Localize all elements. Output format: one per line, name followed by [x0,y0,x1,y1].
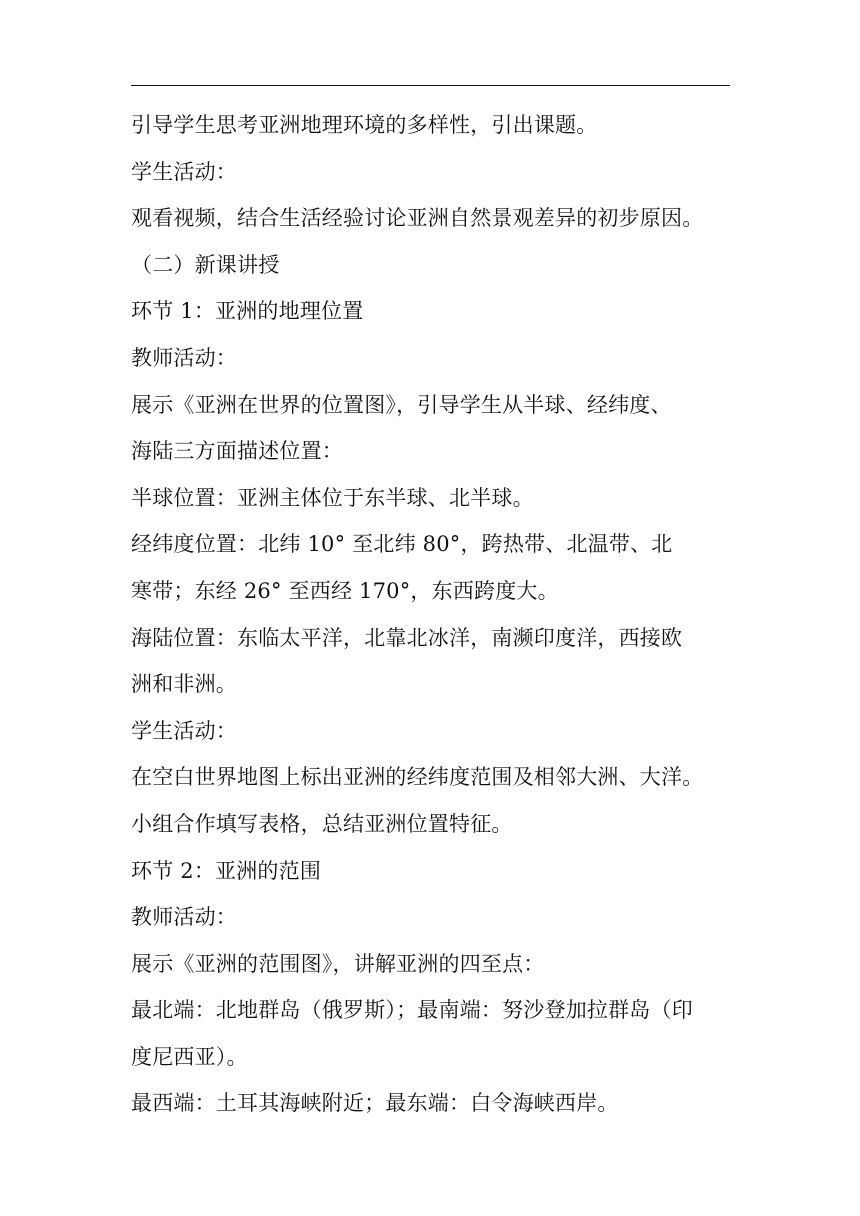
section-label: 学生活动： [131,159,237,184]
text-line: 海陆三方面描述位置： [131,439,343,464]
section-heading: （二）新课讲授 [131,252,280,277]
section-heading: 环节 1：亚洲的地理位置 [131,299,364,324]
section-label: 学生活动： [131,718,237,743]
text-line: 度尼西亚）。 [131,1044,248,1069]
section-heading: 环节 2：亚洲的范围 [131,858,322,883]
text-line: 展示《亚洲的范围图》，讲解亚洲的四至点： [131,951,545,976]
text-line: 引导学生思考亚洲地理环境的多样性，引出课题。 [131,113,598,137]
text-line: 洲和非洲。 [131,672,237,697]
section-label: 教师活动： [131,345,237,370]
text-line: 半球位置：亚洲主体位于东半球、北半球。 [131,485,534,510]
text-line: 经纬度位置：北纬 10° 至北纬 80°，跨热带、北温带、北 [131,532,673,557]
text-line: 海陆位置：东临太平洋，北靠北冰洋，南濒印度洋，西接欧 [131,625,683,650]
document-body [131,102,741,1127]
text-line: 最北端：北地群岛（俄罗斯）；最南端：努沙登加拉群岛（印 [131,998,693,1023]
section-label: 教师活动： [131,905,237,930]
header-rule [131,85,730,86]
text-line: 小组合作填写表格，总结亚洲位置特征。 [131,811,513,836]
text-line: 观看视频，结合生活经验讨论亚洲自然景观差异的初步原因。 [131,206,704,231]
text-line: 在空白世界地图上标出亚洲的经纬度范围及相邻大洲、大洋。 [131,765,704,790]
text-line: 展示《亚洲在世界的位置图》，引导学生从半球、经纬度、 [131,392,672,417]
text-line: 寒带；东经 26° 至西经 170°，东西跨度大。 [131,578,559,603]
text-line: 最西端：土耳其海峡附近；最东端：白令海峡西岸。 [131,1091,619,1116]
